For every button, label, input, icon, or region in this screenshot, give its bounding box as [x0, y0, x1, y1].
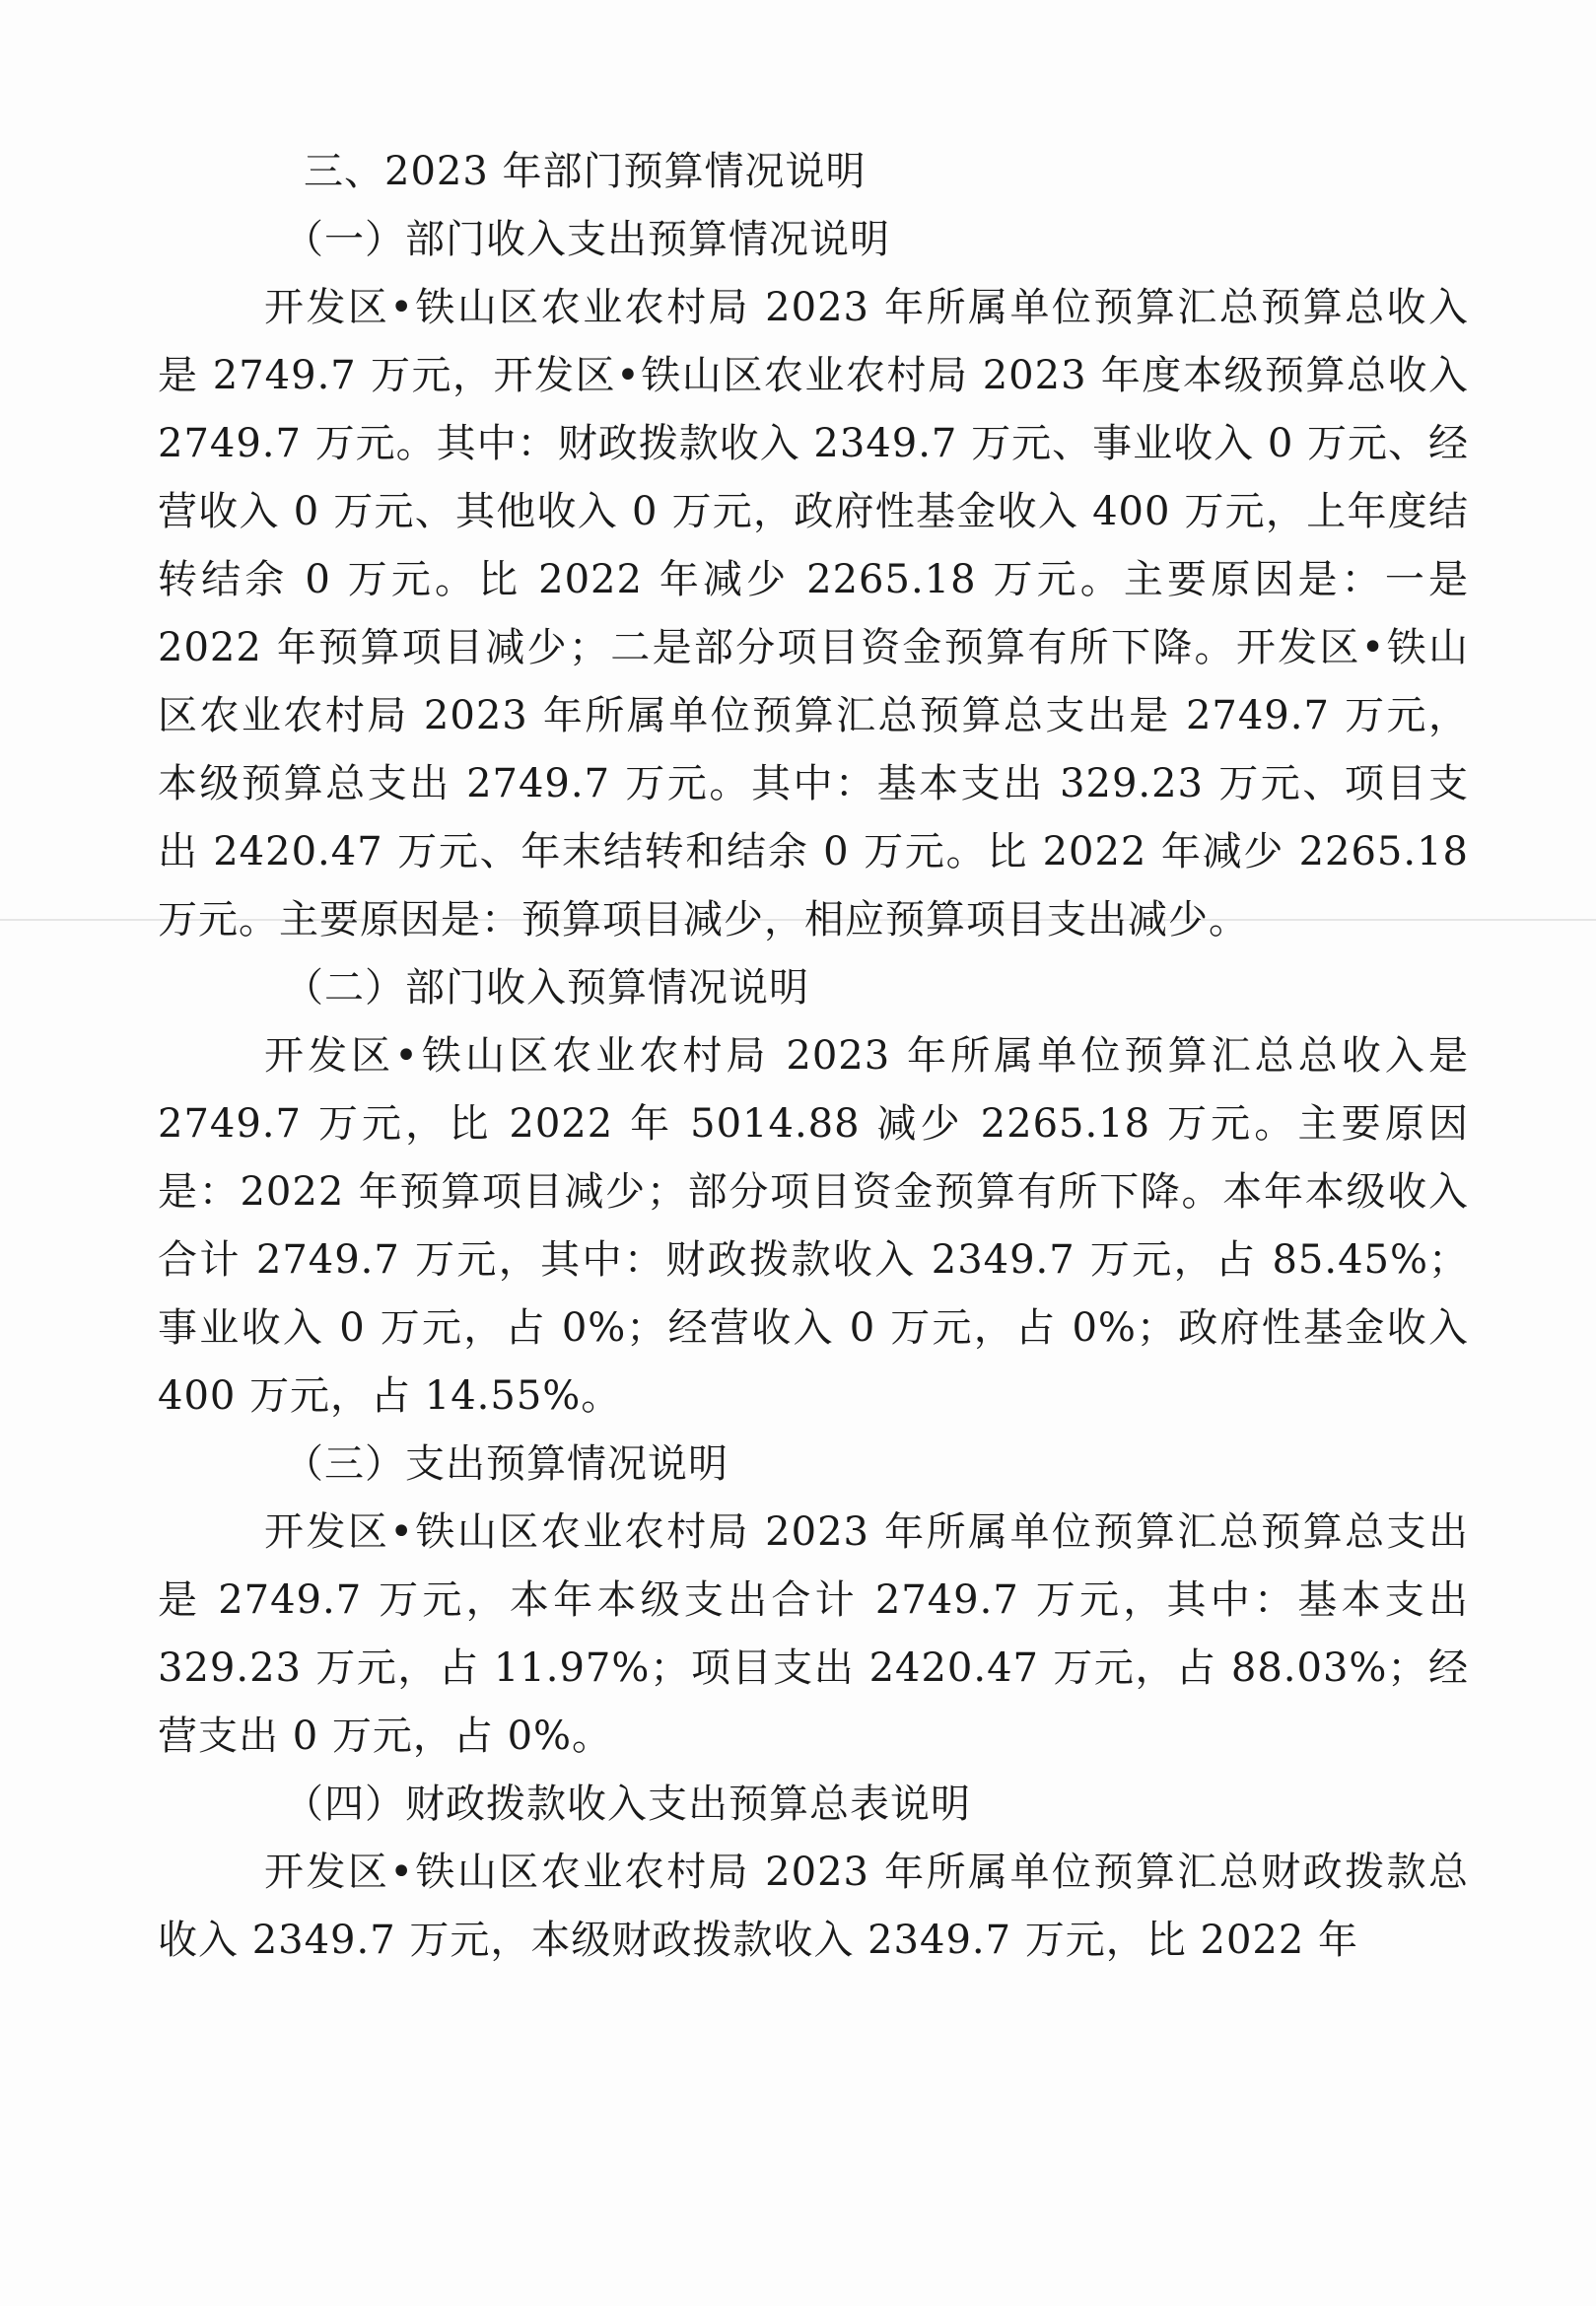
document-body [158, 138, 1469, 1975]
paragraph-expenditure: 开发区•铁山区农业农村局 2023 年所属单位预算汇总预算总支出是 2749.7 万元，本年本级支出合计 2749.7 万元，其中：基本支出 329.23 万元，占 11.97%；项目支出 2420.47 万元，占 88.03%；经营支出 0 万元，占 0%。 [158, 1509, 1469, 1759]
heading-income: （二）部门收入预算情况说明 [284, 965, 809, 1011]
paragraph-fiscal-appropriation: 开发区•铁山区农业农村局 2023 年所属单位预算汇总财政拨款总收入 2349.7 万元，本级财政拨款收入 2349.7 万元，比 2022 年 [158, 1850, 1469, 1963]
paragraph-income: 开发区•铁山区农业农村局 2023 年所属单位预算汇总总收入是 2749.7 万元，比 2022 年 5014.88 减少 2265.18 万元。主要原因是：2022 年预算项目减少；部分项目资金预算有所下降。本年本级收入合计 2749.7 万元，其中：财政拨款收入 2349.7 万元，占 85.45%；事业收入 0 万元，占 0%；经营收入 0 万元，占 0%；政府性基金收入 400 万元，占 14.55%。 [158, 1033, 1469, 1419]
heading-income-expenditure: （一）部门收入支出预算情况说明 [284, 217, 890, 262]
paragraph-income-expenditure: 开发区•铁山区农业农村局 2023 年所属单位预算汇总预算总收入是 2749.7 万元，开发区•铁山区农业农村局 2023 年度本级预算总收入 2749.7 万元。其中：财政拨款收入 2349.7 万元、事业收入 0 万元、经营收入 0 万元、其他收入 0 万元，政府性基金收入 400 万元，上年度结转结余 0 万元。比 2022 年减少 2265.18 万元。主要原因是：一是 2022 年预算项目减少；二是部分项目资金预算有所下降。开发区•铁山区农业农村局 2023 年所属单位预算汇总预算总支出是 2749.7 万元，本级预算总支出 2749.7 万元。其中：基本支出 329.23 万元、项目支出 2420.47 万元、年末结转和结余 0 万元。比 2022 年减少 2265.18 万元。主要原因是：预算项目减少，相应预算项目支出减少。 [158, 285, 1469, 943]
section-title: 三、2023 年部门预算情况说明 [304, 149, 867, 194]
heading-expenditure: （三）支出预算情况说明 [284, 1441, 729, 1487]
heading-fiscal-appropriation: （四）财政拨款收入支出预算总表说明 [284, 1782, 971, 1827]
